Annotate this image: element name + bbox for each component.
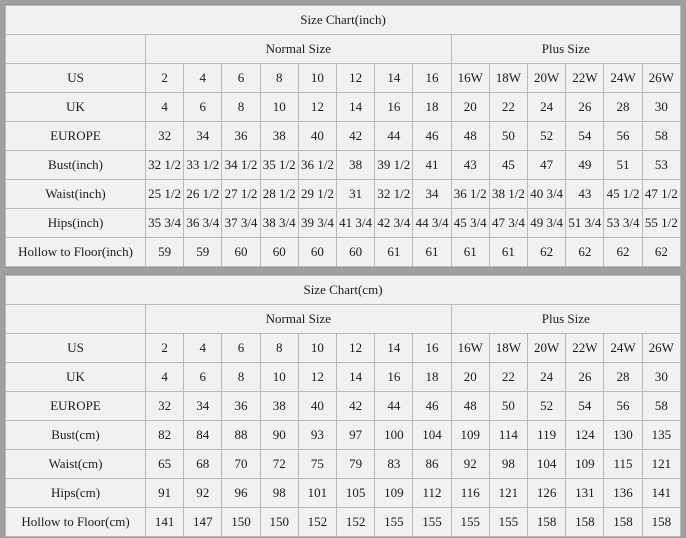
cell: 4 <box>184 334 222 363</box>
cell: 6 <box>222 64 260 93</box>
cell: 16 <box>375 93 413 122</box>
cell: 82 <box>146 421 184 450</box>
cell: 62 <box>604 238 642 267</box>
cell: 26W <box>642 334 680 363</box>
cell: 12 <box>298 93 336 122</box>
cell: 155 <box>451 508 489 537</box>
row-label: Waist(inch) <box>6 180 146 209</box>
cell: 48 <box>451 122 489 151</box>
cell: 92 <box>184 479 222 508</box>
cell: 22W <box>566 64 604 93</box>
row-label: Hips(cm) <box>6 479 146 508</box>
cell: 8 <box>260 334 298 363</box>
cell: 61 <box>413 238 451 267</box>
cell: 150 <box>222 508 260 537</box>
cell: 43 <box>451 151 489 180</box>
cell: 34 <box>184 122 222 151</box>
cell: 158 <box>528 508 566 537</box>
cell: 6 <box>184 93 222 122</box>
cell: 62 <box>566 238 604 267</box>
cell: 14 <box>375 334 413 363</box>
cell: 40 3/4 <box>528 180 566 209</box>
cell: 10 <box>260 93 298 122</box>
cell: 14 <box>337 363 375 392</box>
row-label: Hips(inch) <box>6 209 146 238</box>
table-row <box>6 334 681 363</box>
table-row <box>6 93 681 122</box>
cell: 104 <box>413 421 451 450</box>
cell: 158 <box>604 508 642 537</box>
cell: 22 <box>489 93 527 122</box>
cell: 16 <box>375 363 413 392</box>
table-row <box>6 151 681 180</box>
cell: 50 <box>489 392 527 421</box>
group-header-row <box>6 305 681 334</box>
cell: 155 <box>489 508 527 537</box>
cell: 14 <box>337 93 375 122</box>
cell: 44 <box>375 122 413 151</box>
cell: 126 <box>528 479 566 508</box>
cell: 34 <box>184 392 222 421</box>
cell: 22 <box>489 363 527 392</box>
cell: 60 <box>222 238 260 267</box>
cell: 121 <box>642 450 680 479</box>
cell: 20 <box>451 93 489 122</box>
cell: 28 <box>604 93 642 122</box>
cell: 58 <box>642 122 680 151</box>
cell: 34 1/2 <box>222 151 260 180</box>
cell: 46 <box>413 122 451 151</box>
row-label: Waist(cm) <box>6 450 146 479</box>
cell: 52 <box>528 122 566 151</box>
cell: 42 <box>337 122 375 151</box>
cell: 4 <box>184 64 222 93</box>
cell: 58 <box>642 392 680 421</box>
cell: 6 <box>184 363 222 392</box>
cell: 61 <box>489 238 527 267</box>
cell: 16W <box>451 334 489 363</box>
group-header-blank <box>6 35 146 64</box>
cell: 32 1/2 <box>146 151 184 180</box>
size-chart-inch-table <box>5 5 681 267</box>
cell: 40 <box>298 122 336 151</box>
cell: 42 <box>337 392 375 421</box>
cell: 121 <box>489 479 527 508</box>
cell: 124 <box>566 421 604 450</box>
table-row <box>6 508 681 537</box>
cell: 90 <box>260 421 298 450</box>
cell: 4 <box>146 93 184 122</box>
cell: 54 <box>566 392 604 421</box>
row-label: US <box>6 64 146 93</box>
cell: 79 <box>337 450 375 479</box>
cell: 29 1/2 <box>298 180 336 209</box>
cell: 53 3/4 <box>604 209 642 238</box>
cell: 22W <box>566 334 604 363</box>
cell: 52 <box>528 392 566 421</box>
cell: 47 <box>528 151 566 180</box>
cell: 20W <box>528 334 566 363</box>
row-label: Bust(inch) <box>6 151 146 180</box>
cell: 59 <box>184 238 222 267</box>
cell: 88 <box>222 421 260 450</box>
cell: 147 <box>184 508 222 537</box>
table-row <box>6 363 681 392</box>
cell: 42 3/4 <box>375 209 413 238</box>
chart-title: Size Chart(inch) <box>6 6 681 35</box>
row-label: EUROPE <box>6 392 146 421</box>
cell: 93 <box>298 421 336 450</box>
table-row <box>6 450 681 479</box>
table-row <box>6 238 681 267</box>
cell: 24 <box>528 93 566 122</box>
cell: 28 <box>604 363 642 392</box>
cell: 53 <box>642 151 680 180</box>
chart-title: Size Chart(cm) <box>6 276 681 305</box>
cell: 49 3/4 <box>528 209 566 238</box>
cell: 114 <box>489 421 527 450</box>
cell: 45 <box>489 151 527 180</box>
cell: 44 3/4 <box>413 209 451 238</box>
cell: 109 <box>566 450 604 479</box>
cell: 36 1/2 <box>298 151 336 180</box>
row-label: Hollow to Floor(inch) <box>6 238 146 267</box>
cell: 41 <box>413 151 451 180</box>
cell: 91 <box>146 479 184 508</box>
table-row <box>6 64 681 93</box>
table-row <box>6 209 681 238</box>
cell: 112 <box>413 479 451 508</box>
cell: 24W <box>604 64 642 93</box>
cell: 97 <box>337 421 375 450</box>
cell: 152 <box>337 508 375 537</box>
cell: 116 <box>451 479 489 508</box>
cell: 16 <box>413 64 451 93</box>
cell: 26 1/2 <box>184 180 222 209</box>
row-label: UK <box>6 93 146 122</box>
cell: 104 <box>528 450 566 479</box>
cell: 135 <box>642 421 680 450</box>
cell: 32 <box>146 392 184 421</box>
cell: 115 <box>604 450 642 479</box>
cell: 101 <box>298 479 336 508</box>
size-chart-cm <box>4 274 682 538</box>
cell: 8 <box>222 363 260 392</box>
cell: 60 <box>260 238 298 267</box>
cell: 8 <box>222 93 260 122</box>
cell: 26W <box>642 64 680 93</box>
cell: 31 <box>337 180 375 209</box>
cell: 59 <box>146 238 184 267</box>
cell: 38 1/2 <box>489 180 527 209</box>
cell: 38 <box>337 151 375 180</box>
cell: 34 <box>413 180 451 209</box>
table-row <box>6 180 681 209</box>
cell: 72 <box>260 450 298 479</box>
cell: 141 <box>642 479 680 508</box>
row-label: Hollow to Floor(cm) <box>6 508 146 537</box>
cell: 4 <box>146 363 184 392</box>
cell: 16 <box>413 334 451 363</box>
cell: 18W <box>489 334 527 363</box>
cell: 136 <box>604 479 642 508</box>
cell: 61 <box>451 238 489 267</box>
cell: 8 <box>260 64 298 93</box>
cell: 96 <box>222 479 260 508</box>
cell: 40 <box>298 392 336 421</box>
cell: 36 <box>222 392 260 421</box>
cell: 36 1/2 <box>451 180 489 209</box>
cell: 38 <box>260 392 298 421</box>
cell: 130 <box>604 421 642 450</box>
cell: 61 <box>375 238 413 267</box>
cell: 92 <box>451 450 489 479</box>
cell: 39 3/4 <box>298 209 336 238</box>
cell: 12 <box>337 64 375 93</box>
cell: 33 1/2 <box>184 151 222 180</box>
cell: 141 <box>146 508 184 537</box>
cell: 41 3/4 <box>337 209 375 238</box>
cell: 48 <box>451 392 489 421</box>
cell: 26 <box>566 93 604 122</box>
cell: 6 <box>222 334 260 363</box>
group-header-plus: Plus Size <box>451 305 680 334</box>
cell: 150 <box>260 508 298 537</box>
cell: 152 <box>298 508 336 537</box>
cell: 83 <box>375 450 413 479</box>
cell: 60 <box>337 238 375 267</box>
cell: 109 <box>375 479 413 508</box>
group-header-blank <box>6 305 146 334</box>
cell: 20 <box>451 363 489 392</box>
cell: 25 1/2 <box>146 180 184 209</box>
cell: 51 <box>604 151 642 180</box>
cell: 46 <box>413 392 451 421</box>
table-row <box>6 392 681 421</box>
cell: 27 1/2 <box>222 180 260 209</box>
cell: 158 <box>642 508 680 537</box>
cell: 18W <box>489 64 527 93</box>
cell: 18 <box>413 93 451 122</box>
cell: 24W <box>604 334 642 363</box>
row-label: EUROPE <box>6 122 146 151</box>
cell: 47 1/2 <box>642 180 680 209</box>
cell: 32 1/2 <box>375 180 413 209</box>
cell: 56 <box>604 392 642 421</box>
cell: 14 <box>375 64 413 93</box>
cell: 26 <box>566 363 604 392</box>
cell: 12 <box>298 363 336 392</box>
cell: 18 <box>413 363 451 392</box>
cell: 131 <box>566 479 604 508</box>
cell: 51 3/4 <box>566 209 604 238</box>
cell: 2 <box>146 64 184 93</box>
cell: 35 1/2 <box>260 151 298 180</box>
group-header-plus: Plus Size <box>451 35 680 64</box>
cell: 84 <box>184 421 222 450</box>
cell: 60 <box>298 238 336 267</box>
cell: 36 <box>222 122 260 151</box>
cell: 119 <box>528 421 566 450</box>
cell: 43 <box>566 180 604 209</box>
cell: 68 <box>184 450 222 479</box>
cell: 62 <box>528 238 566 267</box>
cell: 47 3/4 <box>489 209 527 238</box>
cell: 62 <box>642 238 680 267</box>
table-row <box>6 421 681 450</box>
cell: 50 <box>489 122 527 151</box>
cell: 100 <box>375 421 413 450</box>
cell: 158 <box>566 508 604 537</box>
cell: 37 3/4 <box>222 209 260 238</box>
cell: 10 <box>260 363 298 392</box>
group-header-normal: Normal Size <box>146 35 452 64</box>
cell: 16W <box>451 64 489 93</box>
size-chart-cm-table <box>5 275 681 537</box>
cell: 49 <box>566 151 604 180</box>
cell: 45 1/2 <box>604 180 642 209</box>
cell: 109 <box>451 421 489 450</box>
cell: 105 <box>337 479 375 508</box>
cell: 75 <box>298 450 336 479</box>
cell: 36 3/4 <box>184 209 222 238</box>
cell: 20W <box>528 64 566 93</box>
cell: 86 <box>413 450 451 479</box>
chart-title-row <box>6 6 681 35</box>
cell: 2 <box>146 334 184 363</box>
size-chart-inch <box>4 4 682 268</box>
cell: 10 <box>298 64 336 93</box>
cell: 56 <box>604 122 642 151</box>
cell: 45 3/4 <box>451 209 489 238</box>
cell: 54 <box>566 122 604 151</box>
chart-title-row <box>6 276 681 305</box>
cell: 44 <box>375 392 413 421</box>
cell: 28 1/2 <box>260 180 298 209</box>
cell: 30 <box>642 363 680 392</box>
cell: 35 3/4 <box>146 209 184 238</box>
cell: 65 <box>146 450 184 479</box>
cell: 24 <box>528 363 566 392</box>
cell: 38 3/4 <box>260 209 298 238</box>
cell: 55 1/2 <box>642 209 680 238</box>
group-header-normal: Normal Size <box>146 305 452 334</box>
cell: 70 <box>222 450 260 479</box>
table-row <box>6 122 681 151</box>
row-label: Bust(cm) <box>6 421 146 450</box>
cell: 98 <box>260 479 298 508</box>
cell: 39 1/2 <box>375 151 413 180</box>
cell: 10 <box>298 334 336 363</box>
row-label: UK <box>6 363 146 392</box>
cell: 155 <box>375 508 413 537</box>
cell: 155 <box>413 508 451 537</box>
cell: 98 <box>489 450 527 479</box>
table-row <box>6 479 681 508</box>
cell: 30 <box>642 93 680 122</box>
cell: 12 <box>337 334 375 363</box>
group-header-row <box>6 35 681 64</box>
cell: 38 <box>260 122 298 151</box>
cell: 32 <box>146 122 184 151</box>
row-label: US <box>6 334 146 363</box>
